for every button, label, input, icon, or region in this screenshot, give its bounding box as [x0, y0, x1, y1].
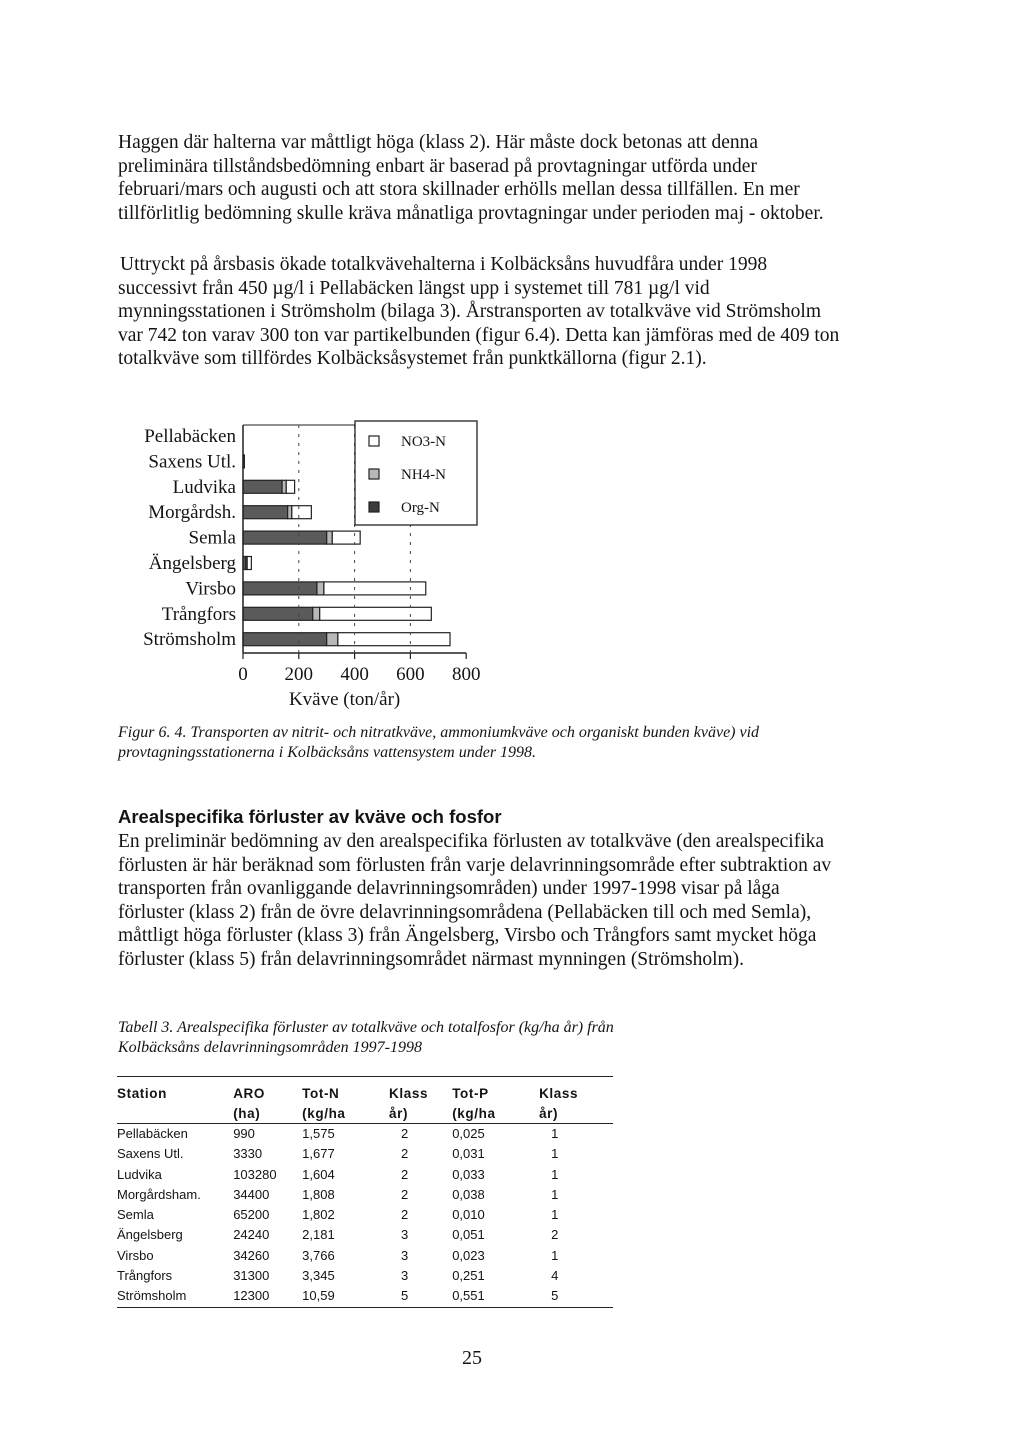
table-row [117, 1286, 613, 1307]
category-label: Semla [188, 527, 236, 549]
paragraph-2 [118, 253, 848, 371]
col-aro: ARO [233, 1077, 302, 1102]
table-row [117, 1124, 613, 1145]
cell-klass-p: 1 [551, 1186, 559, 1202]
paragraph-1 [118, 131, 848, 225]
cell-klass-p: 1 [551, 1166, 559, 1182]
cell-tot-n: 1,677 [302, 1146, 335, 1162]
bar-segment-no3-n [320, 607, 432, 620]
cell-station: Morgårdsham. [117, 1186, 201, 1202]
bar-segment-org-n [243, 506, 288, 519]
chart-svg [120, 415, 500, 715]
cell-tot-n: 3,345 [302, 1268, 335, 1284]
category-label: Virsbo [185, 578, 236, 600]
x-tick-label: 800 [451, 664, 481, 685]
paragraph-3 [118, 830, 848, 972]
cell-station: Pellabäcken [117, 1126, 188, 1141]
cell-station: Strömsholm [117, 1286, 233, 1307]
section-heading: Arealspecifika förluster av kväve och fosfor [118, 806, 502, 827]
table-header-row [117, 1077, 613, 1102]
cell-klass-n: 2 [401, 1126, 409, 1141]
unit-aro: (ha) [233, 1101, 302, 1124]
table-row [117, 1165, 613, 1185]
cell-tot-p: 0,251 [452, 1268, 485, 1284]
paragraph-3-text: En preliminär bedömning av den arealspecifika förlusten av totalkväve (den arealspecifika förlusten är här beräknad som förlusten från varje delavrinningsområde efter subtraktion av transporten från ovanliggande delavrinningsområden) under 1997-1998 visar på låga förluster (klass 2) från de övre delavrinningsområdena (Pellabäcken till och med Semla), måttligt höga förluster (klass 3) från Ängelsberg, Virsbo och Trångfors samt mycket höga förluster (klass 5) från delavrinningsområdet närmast mynningen (Strömsholm). [118, 831, 832, 970]
bar-segment-no3-n [286, 480, 294, 493]
category-label: Strömsholm [143, 629, 236, 651]
cell-aro: 990 [233, 1126, 255, 1141]
bar-segment-nh4-n [288, 506, 292, 519]
col-station: Station [117, 1077, 233, 1102]
cell-station: Ludvika [117, 1166, 162, 1182]
cell-klass-n: 5 [389, 1286, 452, 1307]
cell-klass-n: 2 [401, 1146, 409, 1162]
cell-klass-p: 5 [539, 1286, 613, 1307]
cell-klass-n: 2 [401, 1207, 409, 1223]
bar-segment-org-n [243, 582, 317, 595]
cell-tot-n: 3,766 [302, 1247, 335, 1263]
legend-label: Org-N [401, 500, 440, 516]
col-klass-n: Klass [389, 1077, 452, 1102]
cell-klass-p: 1 [551, 1247, 559, 1263]
legend-swatch [369, 436, 379, 446]
x-tick-label: 400 [340, 664, 369, 685]
x-tick-label: 200 [284, 664, 314, 685]
table-row [117, 1246, 613, 1266]
category-label: Saxens Utl. [148, 451, 236, 473]
bar-segment-org-n [243, 531, 327, 544]
cell-klass-p: 1 [551, 1146, 559, 1162]
category-label: Pellabäcken [144, 426, 236, 447]
cell-klass-n: 3 [401, 1227, 409, 1243]
table-caption: Tabell 3. Arealspecifika förluster av totalkväve och totalfosfor (kg/ha år) från Kolbäcksåns delavrinningsområden 1997-1998 [118, 1019, 614, 1056]
x-tick-label: 0 [238, 664, 248, 685]
bar-segment-nh4-n [327, 531, 333, 544]
bar-segment-nh4-n [317, 582, 324, 595]
cell-station: Saxens Utl. [117, 1146, 184, 1162]
unit-tot-n: (kg/ha [302, 1101, 389, 1124]
table-row [117, 1225, 613, 1245]
bar-segment-no3-n [247, 557, 251, 570]
category-label: Trångfors [161, 603, 236, 625]
legend-label: NH4-N [401, 467, 446, 483]
cell-klass-p: 1 [551, 1207, 559, 1223]
page-number: 25 [462, 1347, 482, 1369]
cell-tot-p: 0,038 [452, 1186, 485, 1202]
cell-tot-p: 0,051 [452, 1227, 485, 1243]
cell-aro: 3330 [233, 1146, 263, 1162]
unit-station [117, 1101, 233, 1124]
legend-label: NO3-N [401, 434, 446, 450]
paragraph-1-text: Haggen där halterna var måttligt höga (klass 2). Här måste dock betonas att denna preliminära tillståndsbedömning enbart är baserad på provtagningar utförda under februari/mars och augusti och att stora skillnader erhölls mellan dessa tillfällen. En mer tillförlitlig bedömning skulle kräva månatliga provtagningar under perioden maj - oktober. [118, 132, 824, 224]
table-row [117, 1266, 613, 1286]
unit-klass-n: år) [389, 1101, 452, 1124]
cell-aro: 12300 [233, 1286, 302, 1307]
category-label: Morgårdsh. [148, 502, 236, 524]
col-klass-p: Klass [539, 1077, 613, 1102]
bar-segment-no3-n [332, 531, 360, 544]
cell-klass-n: 3 [401, 1268, 409, 1284]
bar-segment-org-n [243, 633, 327, 646]
cell-tot-n: 2,181 [302, 1227, 335, 1243]
table-row [117, 1144, 613, 1164]
cell-tot-n: 10,59 [302, 1286, 389, 1307]
col-tot-n: Tot-N [302, 1077, 389, 1102]
bar-segment-nh4-n [327, 633, 338, 646]
cell-tot-n: 1,575 [302, 1126, 335, 1141]
cell-station: Trångfors [117, 1268, 173, 1284]
loss-table [117, 1076, 613, 1308]
cell-aro: 31300 [233, 1268, 270, 1284]
nitrogen-transport-chart [120, 415, 500, 715]
cell-tot-p: 0,010 [452, 1207, 485, 1223]
table-header-units-row [117, 1101, 613, 1124]
category-label: Ludvika [172, 476, 236, 498]
cell-tot-p: 0,025 [452, 1126, 485, 1141]
cell-tot-n: 1,604 [302, 1166, 335, 1182]
cell-tot-p: 0,023 [452, 1247, 485, 1263]
cell-klass-n: 3 [401, 1247, 409, 1263]
unit-tot-p: (kg/ha [452, 1101, 539, 1124]
legend-swatch [369, 502, 379, 512]
cell-station: Semla [117, 1207, 154, 1223]
legend-swatch [369, 469, 379, 479]
col-tot-p: Tot-P [452, 1077, 539, 1102]
cell-tot-n: 1,808 [302, 1186, 335, 1202]
cell-station: Virsbo [117, 1247, 154, 1263]
cell-klass-p: 2 [551, 1227, 559, 1243]
bar-segment-org-n [243, 607, 313, 620]
cell-klass-p: 1 [551, 1126, 559, 1141]
table-row [117, 1185, 613, 1205]
cell-tot-p: 0,033 [452, 1166, 485, 1182]
figure-caption: Figur 6. 4. Transporten av nitrit- och nitratkväve, ammoniumkväve och organiskt bunden kväve) vid provtagningsstationerna i Kolbäcksåns vattensystem under 1998. [118, 724, 760, 761]
cell-aro: 103280 [233, 1166, 277, 1182]
cell-klass-n: 2 [401, 1186, 409, 1202]
cell-tot-p: 0,031 [452, 1146, 485, 1162]
x-tick-label: 600 [396, 664, 425, 685]
cell-station: Ängelsberg [117, 1227, 183, 1243]
unit-klass-p: år) [539, 1101, 613, 1124]
bar-segment-org-n [243, 480, 282, 493]
paragraph-2-text: Uttryckt på årsbasis ökade totalkvävehalterna i Kolbäcksåns huvudfåra under 1998 successivt från 450 µg/l i Pellabäcken längst upp i systemet till 781 µg/l vid mynningsstationen i Strömsholm (bilaga 3). Årstransporten av totalkväve vid Strömsholm var 742 ton varav 300 ton var partikelbunden (figur 6.4). Detta kan jämföras med de 409 ton totalkväve som tillfördes Kolbäcksåsystemet från punktkällorna (figur 2.1). [118, 254, 840, 370]
bar-segment-nh4-n [313, 607, 320, 620]
cell-aro: 34400 [233, 1186, 270, 1202]
cell-aro: 24240 [233, 1227, 270, 1243]
cell-klass-n: 2 [401, 1166, 409, 1182]
category-label: Ängelsberg [148, 553, 236, 574]
cell-tot-p: 0,551 [452, 1286, 539, 1307]
cell-aro: 65200 [233, 1207, 270, 1223]
cell-klass-p: 4 [551, 1268, 559, 1284]
table-row [117, 1205, 613, 1225]
bar-segment-no3-n [292, 506, 312, 519]
cell-aro: 34260 [233, 1247, 270, 1263]
cell-tot-n: 1,802 [302, 1207, 335, 1223]
x-axis-title: Kväve (ton/år) [288, 689, 401, 710]
bar-segment-nh4-n [282, 480, 286, 493]
